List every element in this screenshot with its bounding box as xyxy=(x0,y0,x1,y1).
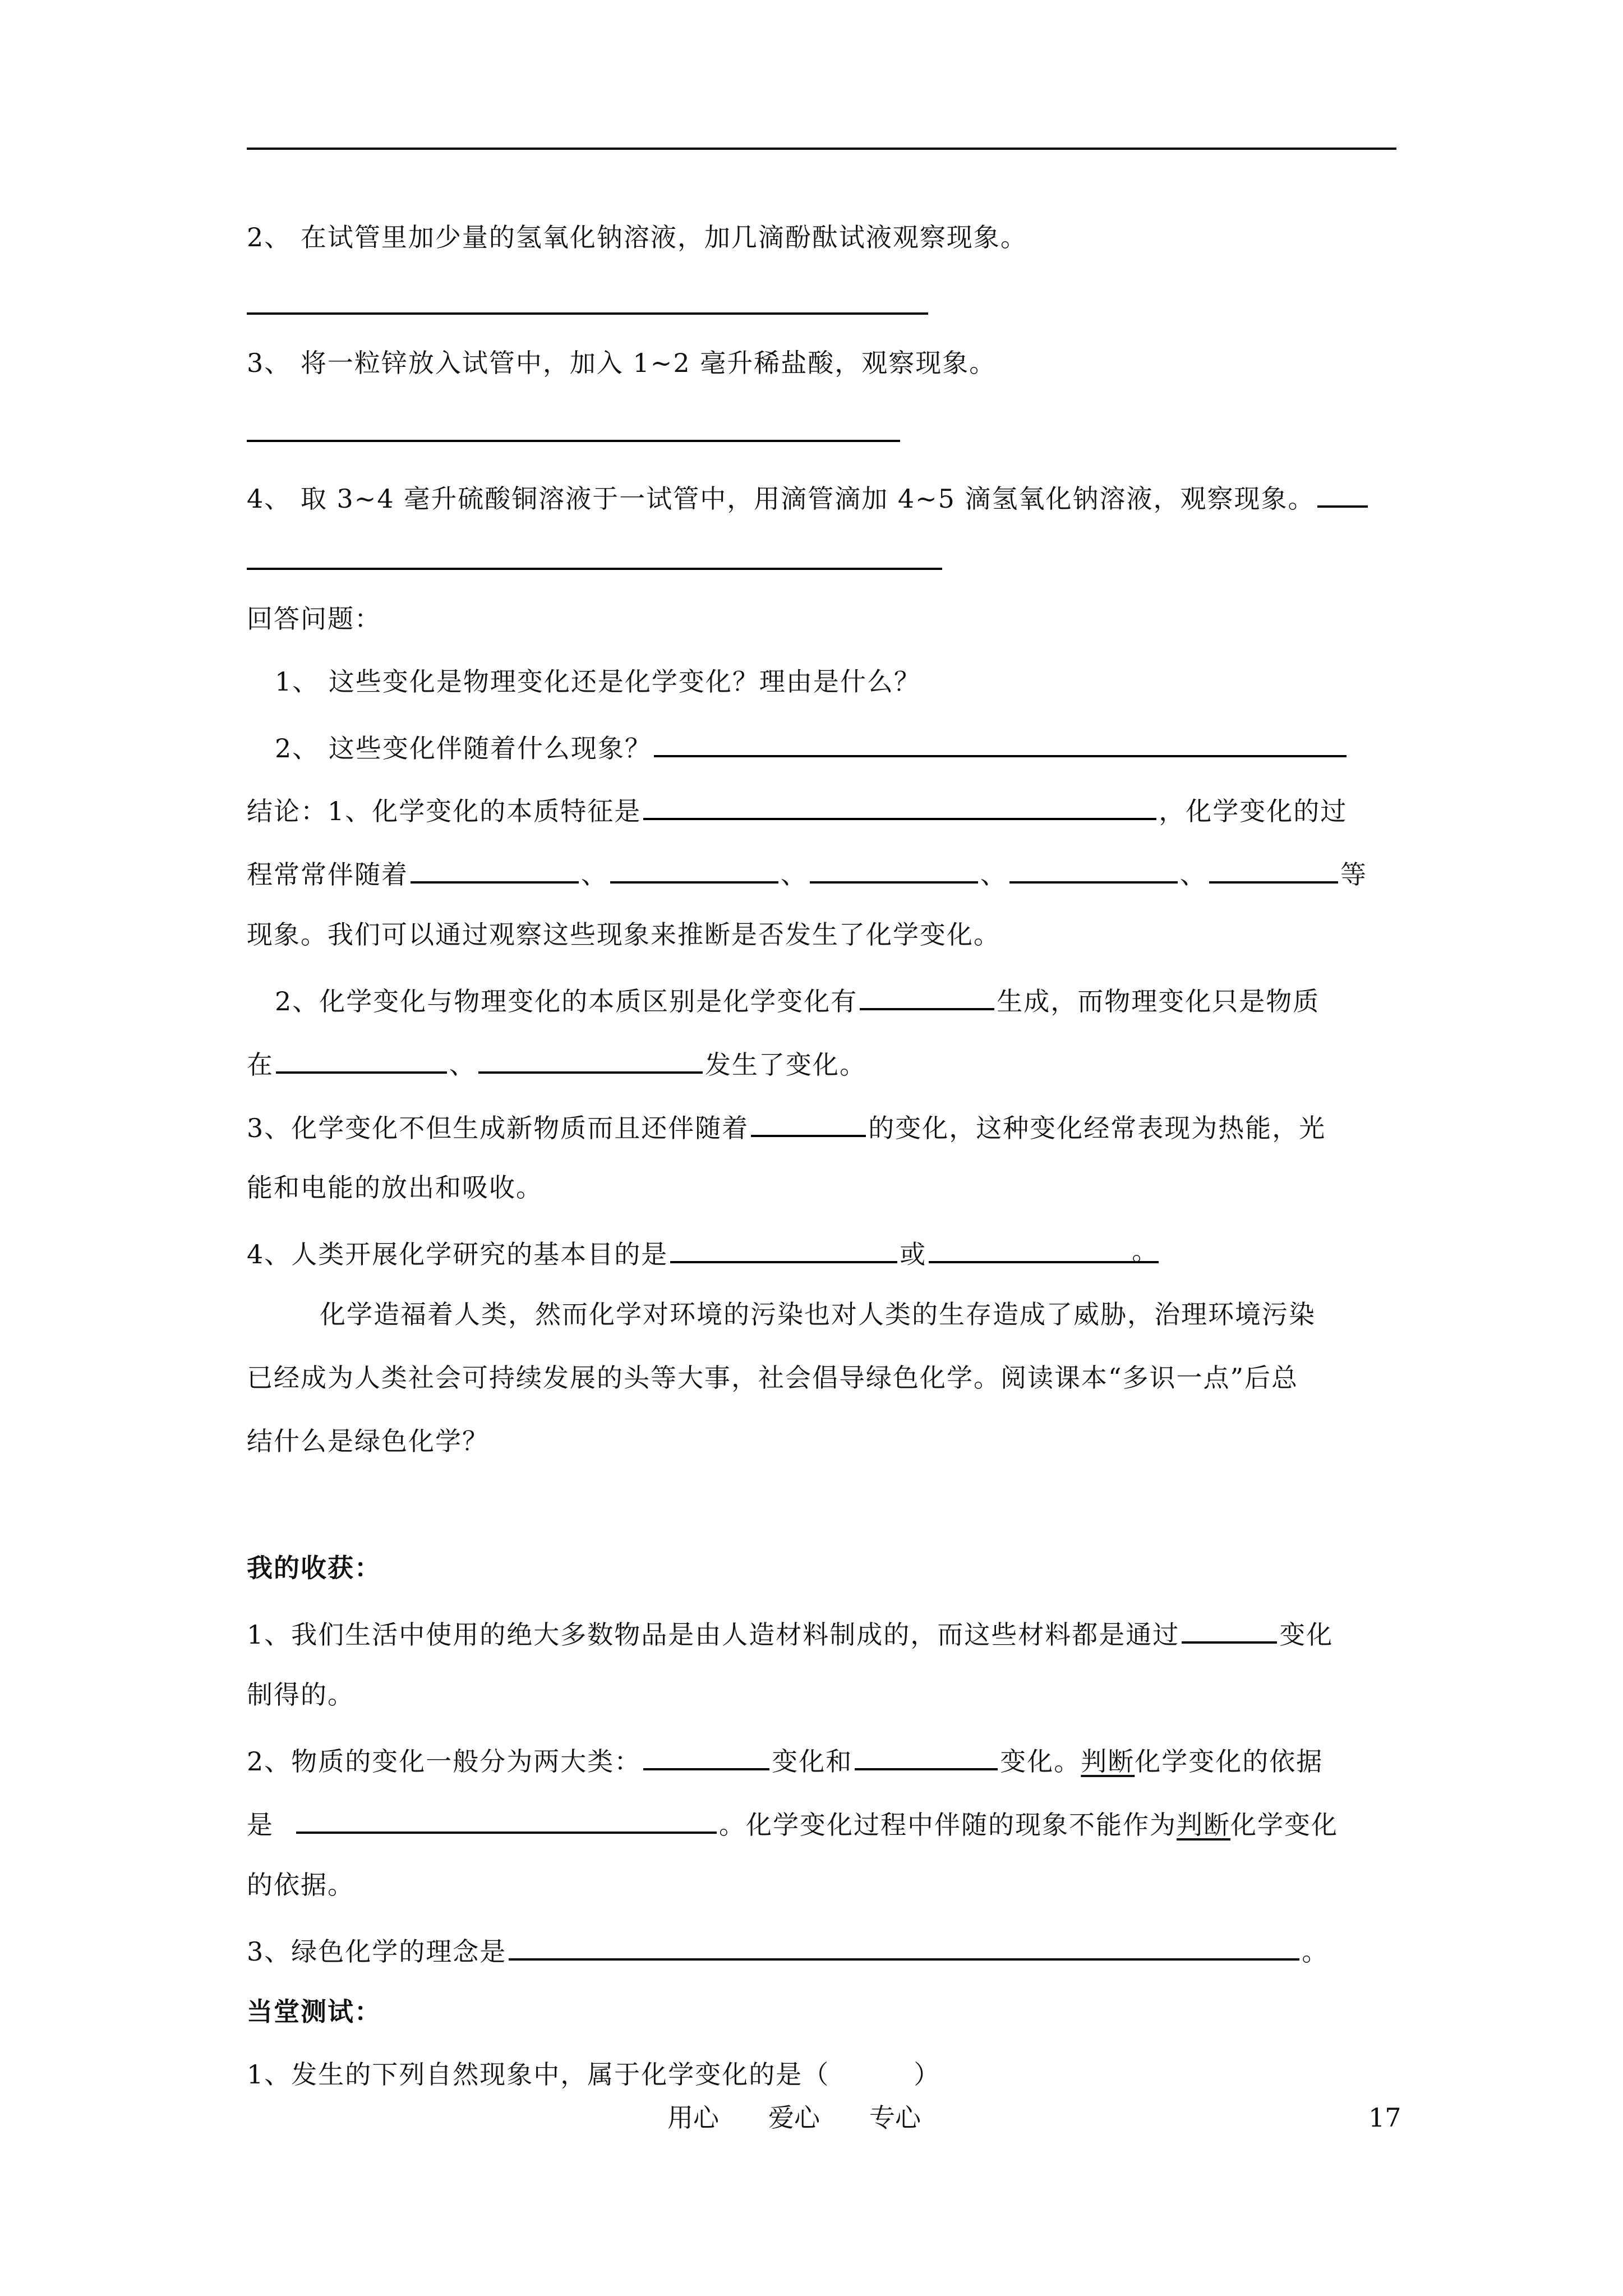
answer-blank-g2-a[interactable] xyxy=(643,1741,769,1770)
answer-blank-c1-p4[interactable] xyxy=(1009,854,1178,884)
conclusion-1-line-a: 结论：1、化学变化的本质特征是 ，化学变化的过 xyxy=(247,791,1391,828)
answer-heading: 回答问题： xyxy=(247,604,381,634)
conclusion-2-line-a: 2、化学变化与物理变化的本质区别是化学变化有 生成，而物理变化只是物质 xyxy=(275,981,1419,1018)
gain-2-line-b: 是 。化学变化过程中伴随的现象不能作为判断化学变化 xyxy=(247,1805,1391,1842)
paragraph-line-2: 已经成为人类社会可持续发展的头等大事，社会倡导绿色化学。阅读课本“多识一点”后总 xyxy=(247,1363,1299,1393)
item-4: 4、 取 3~4 毫升硫酸铜溶液于一试管中，用滴管滴加 4~5 滴氢氧化钠溶液，观察现象。 xyxy=(247,478,1391,516)
answer-line-2[interactable] xyxy=(247,312,928,315)
test-heading: 当堂测试： xyxy=(247,1996,381,2027)
gain-1-line-b: 制得的。 xyxy=(247,1680,354,1710)
question-1: 1、 这些变化是物理变化还是化学变化？理由是什么？ xyxy=(275,666,921,697)
gain-3: 3、绿色化学的理念是 。 xyxy=(247,1931,1391,1968)
answer-blank-g1[interactable] xyxy=(1182,1614,1277,1644)
page-number: 17 xyxy=(1368,2102,1401,2133)
answer-blank-c1-p3[interactable] xyxy=(810,854,978,884)
conclusion-4: 4、人类开展化学研究的基本目的是 或 。 xyxy=(247,1234,1391,1271)
item-2: 2、 在试管里加少量的氢氧化钠溶液，加几滴酚酞试液观察现象。 xyxy=(247,222,1027,252)
footer-word-2: 爱心 xyxy=(768,2102,820,2133)
answer-blank-q2[interactable] xyxy=(654,728,1347,757)
paragraph-line-3: 结什么是绿色化学？ xyxy=(247,1426,489,1456)
gain-2-line-a: 2、物质的变化一般分为两大类： 变化和 变化。判断化学变化的依据 xyxy=(247,1741,1391,1778)
gain-1-line-a: 1、我们生活中使用的绝大多数物品是由人造材料制成的，而这些材料都是通过 变化 xyxy=(247,1614,1391,1651)
answer-blank-c4-b[interactable]: 。 xyxy=(929,1234,1159,1263)
answer-blank-c4-a[interactable] xyxy=(670,1234,897,1263)
item-3: 3、 将一粒锌放入试管中，加入 1~2 毫升稀盐酸，观察现象。 xyxy=(247,348,997,378)
paragraph-line-1: 化学造福着人类，然而化学对环境的污染也对人类的生存造成了威胁，治理环境污染 xyxy=(320,1299,1316,1329)
footer-word-1: 用心 xyxy=(667,2102,719,2133)
conclusion-1-line-b: 程常常伴随着 、 、 、 、 等 xyxy=(247,854,1391,891)
gain-2-line-c: 的依据。 xyxy=(247,1870,354,1900)
answer-blank-c1-p2[interactable] xyxy=(610,854,778,884)
answer-blank-c2-a[interactable] xyxy=(276,1045,447,1074)
conclusion-3-line-b: 能和电能的放出和吸收。 xyxy=(247,1172,543,1203)
answer-blank-g2-basis[interactable] xyxy=(296,1805,717,1834)
test-question-1: 1、发生的下列自然现象中，属于化学变化的是（ ） xyxy=(247,2059,941,2090)
answer-blank-c1-essence[interactable] xyxy=(643,791,1156,820)
answer-blank-c2-b[interactable] xyxy=(478,1045,703,1074)
conclusion-2-line-b: 在 、 发生了变化。 xyxy=(247,1045,1391,1082)
answer-blank-4a[interactable] xyxy=(1317,478,1368,508)
answer-blank-c1-p1[interactable] xyxy=(411,854,579,884)
answer-line-4[interactable] xyxy=(247,568,942,570)
footer-word-3: 专心 xyxy=(869,2102,921,2133)
conclusion-3-line-a: 3、化学变化不但生成新物质而且还伴随着 的变化，这种变化经常表现为热能，光 xyxy=(247,1108,1391,1145)
answer-blank-g3[interactable] xyxy=(509,1931,1299,1961)
answer-blank-g2-b[interactable] xyxy=(855,1741,998,1770)
question-2: 2、 这些变化伴随着什么现象？ xyxy=(275,728,1419,765)
conclusion-1-line-c: 现象。我们可以通过观察这些现象来推断是否发生了化学变化。 xyxy=(247,919,1000,950)
answer-blank-c3[interactable] xyxy=(751,1108,866,1137)
header-rule xyxy=(247,148,1396,150)
answer-blank-c1-p5[interactable] xyxy=(1209,854,1338,884)
answer-blank-c2-new[interactable] xyxy=(860,981,994,1010)
gain-heading: 我的收获： xyxy=(247,1553,381,1583)
answer-line-3[interactable] xyxy=(247,440,900,442)
